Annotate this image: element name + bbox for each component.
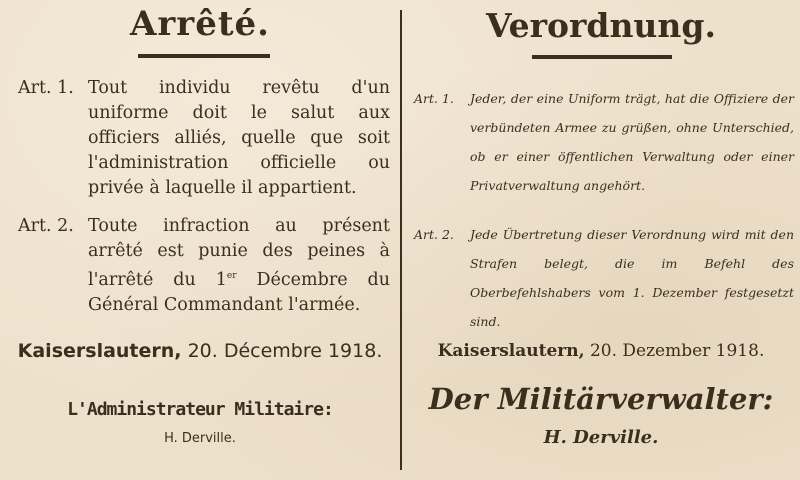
french-place: Kaiserslautern, (17, 340, 182, 362)
german-place-date (402, 341, 800, 361)
german-article-2 (414, 220, 794, 329)
french-article-2-ordinal: er (226, 271, 237, 281)
german-signature-title: Der Militärverwalter: (428, 382, 774, 416)
french-article-2-text (88, 214, 390, 318)
german-article-1-label: Art. 1. (414, 91, 454, 106)
french-title-underline (138, 54, 270, 58)
french-article-1 (18, 76, 390, 204)
french-title: Arrêté. (129, 4, 270, 44)
german-date: 20. Dezember 1918. (589, 341, 765, 361)
french-signature-name: H. Derville. (164, 431, 236, 446)
german-article-2-text: Jede Übertretung dieser Verordnung wird mit den Strafen belegt, die im Befehl des Oberbefehlshabers vom 1. Dezember festgesetzt sind. (470, 227, 794, 329)
french-date: 20. Décembre 1918. (187, 340, 383, 362)
german-article-2-label: Art. 2. (414, 227, 454, 242)
french-article-2 (18, 214, 390, 324)
german-title: Verordnung. (486, 6, 716, 45)
german-place: Kaiserslautern, (437, 341, 585, 361)
french-article-2-text-part2: Décembre du Général Commandant l'armée. (88, 269, 390, 315)
french-article-1-text: Tout individu revêtu d'un uniforme doit le salut aux officiers alliés, quelle que soit l'administration officielle ou privée à laquelle il appartient. (88, 78, 390, 198)
french-article-1-label: Art. 1. (18, 78, 74, 98)
german-article-1-text: Jeder, der eine Uniform trägt, hat die Offiziere der verbündeten Armee zu grüßen, ohne Unterschied, ob er einer öffentlichen Verwaltung oder einer Privatverwaltung angehört. (470, 91, 794, 193)
french-article-2-label: Art. 2. (18, 216, 74, 236)
french-place-date (0, 340, 400, 362)
french-signature-title: L'Administrateur Militaire: (67, 399, 333, 420)
german-signature-name: H. Derville. (543, 427, 659, 448)
german-title-underline (532, 55, 672, 59)
german-article-1 (414, 84, 794, 204)
french-article-2-text-part1: Toute infraction au présent arrêté est punie des peines à l'arrêté du 1 (88, 216, 390, 290)
german-column (402, 0, 800, 480)
